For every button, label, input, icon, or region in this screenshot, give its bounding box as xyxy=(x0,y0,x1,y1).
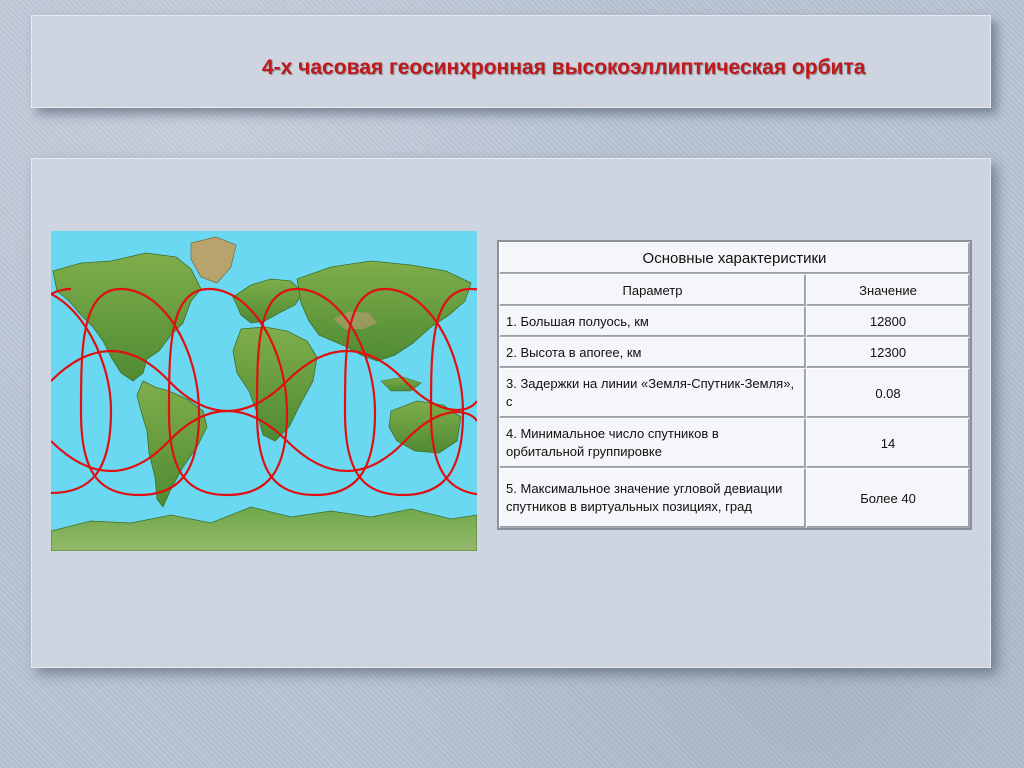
row-value: 12800 xyxy=(806,306,970,337)
table-row xyxy=(499,368,970,418)
row-parameter: 4. Минимальное число спутников в орбитальной группировке xyxy=(499,418,806,468)
row-value: Более 40 xyxy=(806,468,970,528)
row-parameter: 1. Большая полуось, км xyxy=(499,306,806,337)
row-parameter: 5. Максимальное значение угловой девиации спутников в виртуальных позициях, град xyxy=(499,468,806,528)
world-map-image xyxy=(51,231,477,551)
column-header-value: Значение xyxy=(806,274,970,306)
characteristics-table xyxy=(497,240,972,530)
table-row xyxy=(499,337,970,368)
table-row xyxy=(499,418,970,468)
row-value: 14 xyxy=(806,418,970,468)
row-parameter: 2. Высота в апогее, км xyxy=(499,337,806,368)
table-row xyxy=(499,306,970,337)
world-map-ground-track xyxy=(51,231,477,551)
characteristics-table-container xyxy=(497,240,972,530)
row-parameter: 3. Задержки на линии «Земля-Спутник-Земля», с xyxy=(499,368,806,418)
table-row xyxy=(499,468,970,528)
table-caption: Основные характеристики xyxy=(499,242,970,274)
row-value: 0.08 xyxy=(806,368,970,418)
table-header-row xyxy=(499,274,970,306)
column-header-parameter: Параметр xyxy=(499,274,806,306)
row-value: 12300 xyxy=(806,337,970,368)
slide-title: 4-х часовая геосинхронная высокоэллиптическая орбита xyxy=(262,56,866,79)
title-panel xyxy=(31,15,991,108)
